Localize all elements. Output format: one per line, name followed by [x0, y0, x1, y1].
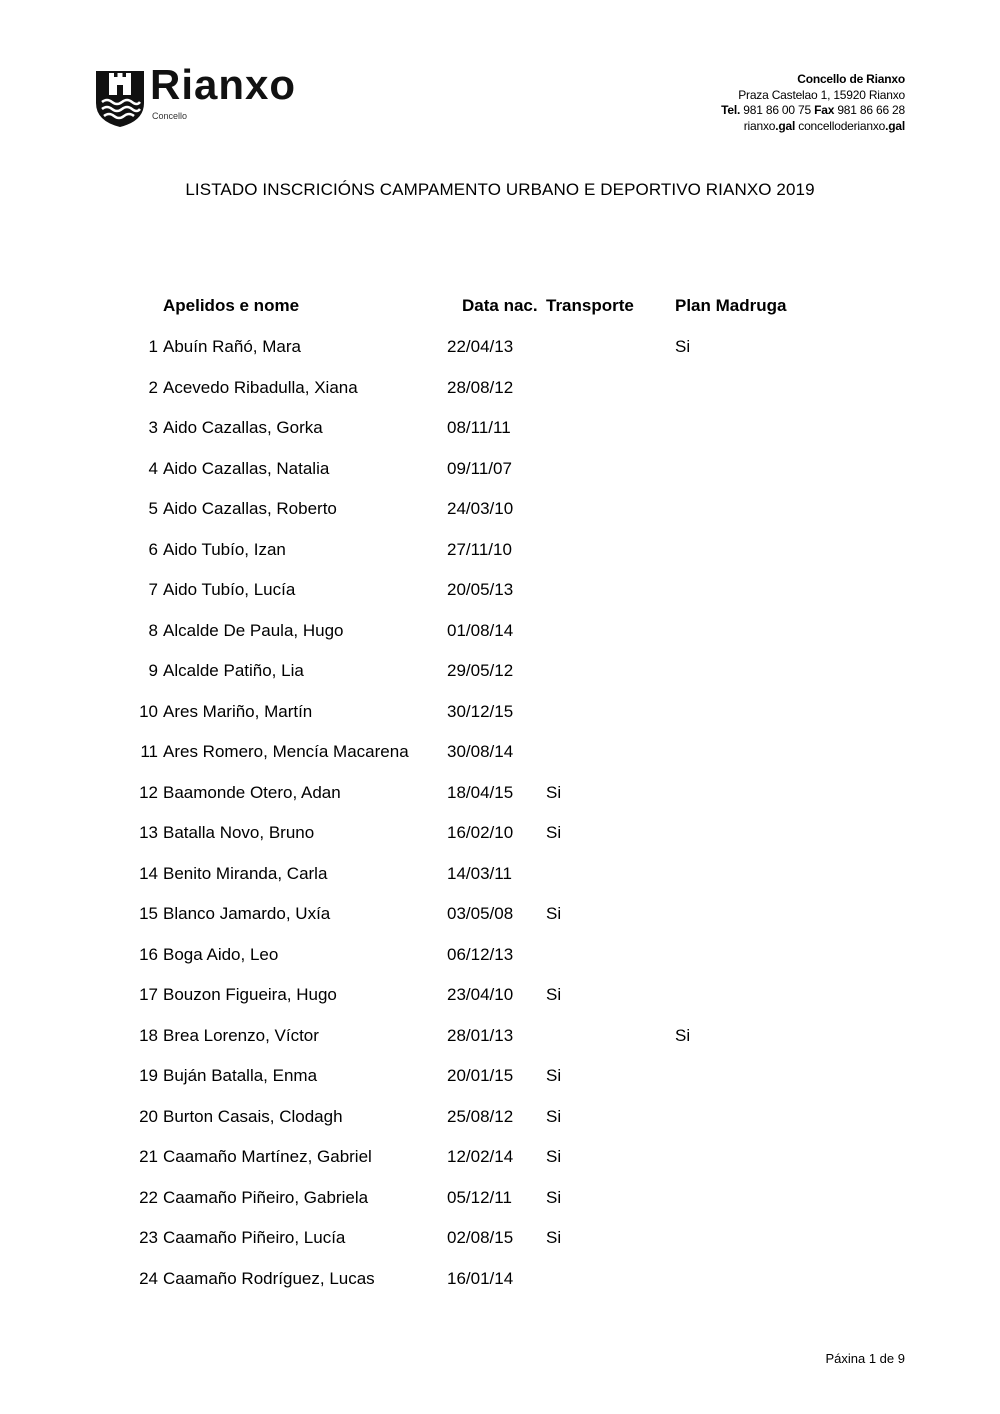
row-birthdate: 05/12/11	[447, 1187, 512, 1207]
row-name: Bouzon Figueira, Hugo	[163, 985, 337, 1004]
row-name: Caamaño Rodríguez, Lucas	[163, 1268, 375, 1288]
row-number: 6	[148, 539, 158, 559]
row-birthdate: 28/01/13	[447, 1025, 514, 1045]
table-row	[0, 783, 1000, 807]
table-row	[0, 864, 1000, 888]
web-link-2[interactable]: concelloderianxo	[798, 118, 886, 133]
row-name: Caamaño Piñeiro, Gabriela	[163, 1187, 369, 1207]
column-header-plan: Plan Madruga	[675, 296, 787, 315]
table-row	[0, 1188, 1000, 1212]
logo-wordmark: Rianxo	[150, 61, 297, 108]
row-number: 15	[139, 904, 158, 923]
document-title: LISTADO INSCRICIÓNS CAMPAMENTO URBANO E DEPORTIVO RIANXO 2019	[185, 180, 815, 199]
row-plan-madruga: Si	[675, 337, 691, 356]
web-link-1[interactable]: rianxo	[743, 118, 776, 133]
table-row	[0, 1228, 1000, 1252]
row-birthdate: 03/05/08	[447, 904, 514, 923]
row-name: Boga Aido, Leo	[163, 944, 279, 964]
address: Praza Castelao 1, 15920 Rianxo	[738, 87, 905, 102]
column-header-date: Data nac.	[462, 296, 538, 315]
table-row	[0, 540, 1000, 564]
row-name: Aido Tubío, Lucía	[163, 580, 296, 599]
row-transport: Si	[546, 1066, 562, 1085]
table-row	[0, 1107, 1000, 1131]
table-row	[0, 702, 1000, 726]
table-row	[0, 580, 1000, 604]
row-name: Ares Romero, Mencía Macarena	[163, 742, 409, 761]
row-name: Burton Casais, Clodagh	[163, 1106, 343, 1126]
row-birthdate: 08/11/11	[447, 418, 511, 437]
table-row	[0, 1269, 1000, 1293]
org-name: Concello de Rianxo	[797, 72, 905, 86]
row-name: Benito Miranda, Carla	[163, 863, 328, 883]
row-number: 19	[139, 1066, 158, 1085]
tel-label: Tel.	[721, 103, 741, 117]
row-birthdate: 16/01/14	[447, 1268, 514, 1288]
table-row	[0, 499, 1000, 523]
row-number: 21	[139, 1147, 158, 1166]
row-birthdate: 01/08/14	[447, 620, 514, 640]
row-birthdate: 30/08/14	[447, 742, 514, 761]
table-row	[0, 904, 1000, 928]
row-birthdate: 27/11/10	[447, 539, 512, 559]
row-birthdate: 09/11/07	[447, 458, 512, 478]
row-birthdate: 20/05/13	[447, 580, 514, 599]
row-name: Blanco Jamardo, Uxía	[163, 904, 331, 923]
logo-subtext: Concello	[152, 111, 188, 121]
row-birthdate: 02/08/15	[447, 1228, 514, 1247]
row-name: Ares Mariño, Martín	[163, 701, 313, 721]
row-number: 17	[139, 985, 158, 1004]
row-birthdate: 30/12/15	[447, 701, 514, 721]
row-number: 22	[139, 1187, 158, 1207]
row-name: Aido Cazallas, Natalia	[163, 458, 330, 478]
row-birthdate: 29/05/12	[447, 661, 514, 680]
phone-line	[721, 103, 905, 119]
row-number: 1	[148, 337, 158, 356]
table-row	[0, 742, 1000, 766]
row-transport: Si	[546, 1228, 562, 1247]
row-name: Aido Cazallas, Roberto	[163, 499, 337, 518]
column-header-transport: Transporte	[546, 296, 634, 315]
row-number: 3	[148, 418, 158, 437]
row-birthdate: 22/04/13	[447, 337, 514, 356]
row-name: Aido Cazallas, Gorka	[163, 418, 323, 437]
page-number: Páxina 1 de 9	[825, 1351, 905, 1366]
row-birthdate: 06/12/13	[447, 944, 514, 964]
row-transport: Si	[546, 1106, 562, 1126]
row-name: Caamaño Martínez, Gabriel	[163, 1147, 372, 1166]
table-row	[0, 1066, 1000, 1090]
row-name: Alcalde De Paula, Hugo	[163, 620, 344, 640]
row-birthdate: 18/04/15	[447, 782, 514, 802]
table-row	[0, 337, 1000, 361]
row-number: 10	[139, 701, 158, 721]
row-transport: Si	[546, 1147, 562, 1166]
table-row	[0, 823, 1000, 847]
table-row	[0, 1026, 1000, 1050]
row-birthdate: 14/03/11	[447, 863, 512, 883]
row-name: Batalla Novo, Bruno	[163, 823, 315, 842]
row-name: Buján Batalla, Enma	[163, 1066, 318, 1085]
row-number: 7	[148, 580, 158, 599]
web-line	[721, 119, 905, 135]
row-birthdate: 12/02/14	[447, 1147, 514, 1166]
row-name: Aido Tubío, Izan	[163, 539, 286, 559]
table-row	[0, 418, 1000, 442]
row-number: 24	[139, 1268, 158, 1288]
row-number: 11	[140, 742, 158, 761]
web-link-1-tld[interactable]: .gal	[775, 118, 796, 133]
row-birthdate: 20/01/15	[447, 1066, 514, 1085]
tel-number: 981 86 00 75	[743, 103, 811, 117]
row-transport: Si	[546, 985, 562, 1004]
row-number: 20	[139, 1106, 158, 1126]
row-number: 8	[148, 620, 158, 640]
row-number: 5	[148, 499, 158, 518]
row-plan-madruga: Si	[675, 1025, 691, 1045]
row-name: Acevedo Ribadulla, Xiana	[163, 377, 358, 397]
row-name: Brea Lorenzo, Víctor	[163, 1025, 319, 1045]
table-row	[0, 1147, 1000, 1171]
shield-icon	[94, 69, 146, 129]
row-number: 9	[148, 661, 158, 680]
row-number: 12	[139, 782, 158, 802]
row-birthdate: 23/04/10	[447, 985, 514, 1004]
column-header-name: Apelidos e nome	[163, 296, 300, 315]
fax-label: Fax	[814, 103, 835, 117]
fax-number: 981 86 66 28	[837, 103, 905, 117]
row-number: 23	[139, 1228, 158, 1247]
row-number: 13	[139, 823, 158, 842]
row-name: Baamonde Otero, Adan	[163, 782, 341, 802]
row-transport: Si	[546, 904, 562, 923]
row-birthdate: 16/02/10	[447, 823, 514, 842]
row-transport: Si	[546, 782, 562, 802]
row-name: Abuín Rañó, Mara	[163, 337, 301, 356]
web-link-2-tld[interactable]: .gal	[885, 118, 905, 133]
row-name: Caamaño Piñeiro, Lucía	[163, 1228, 346, 1247]
table-row	[0, 378, 1000, 402]
table-row	[0, 459, 1000, 483]
row-number: 16	[139, 944, 158, 964]
row-name: Alcalde Patiño, Lia	[163, 661, 304, 680]
table-row	[0, 661, 1000, 685]
contact-block	[721, 72, 905, 134]
table-row	[0, 621, 1000, 645]
row-birthdate: 25/08/12	[447, 1106, 514, 1126]
row-transport: Si	[546, 823, 562, 842]
row-number: 4	[148, 458, 158, 478]
concello-logo	[94, 61, 324, 131]
row-number: 18	[139, 1025, 158, 1045]
row-birthdate: 28/08/12	[447, 377, 514, 397]
row-transport: Si	[546, 1187, 562, 1207]
table-row	[0, 945, 1000, 969]
table-row	[0, 985, 1000, 1009]
row-number: 14	[139, 863, 158, 883]
row-birthdate: 24/03/10	[447, 499, 514, 518]
row-number: 2	[148, 377, 158, 397]
